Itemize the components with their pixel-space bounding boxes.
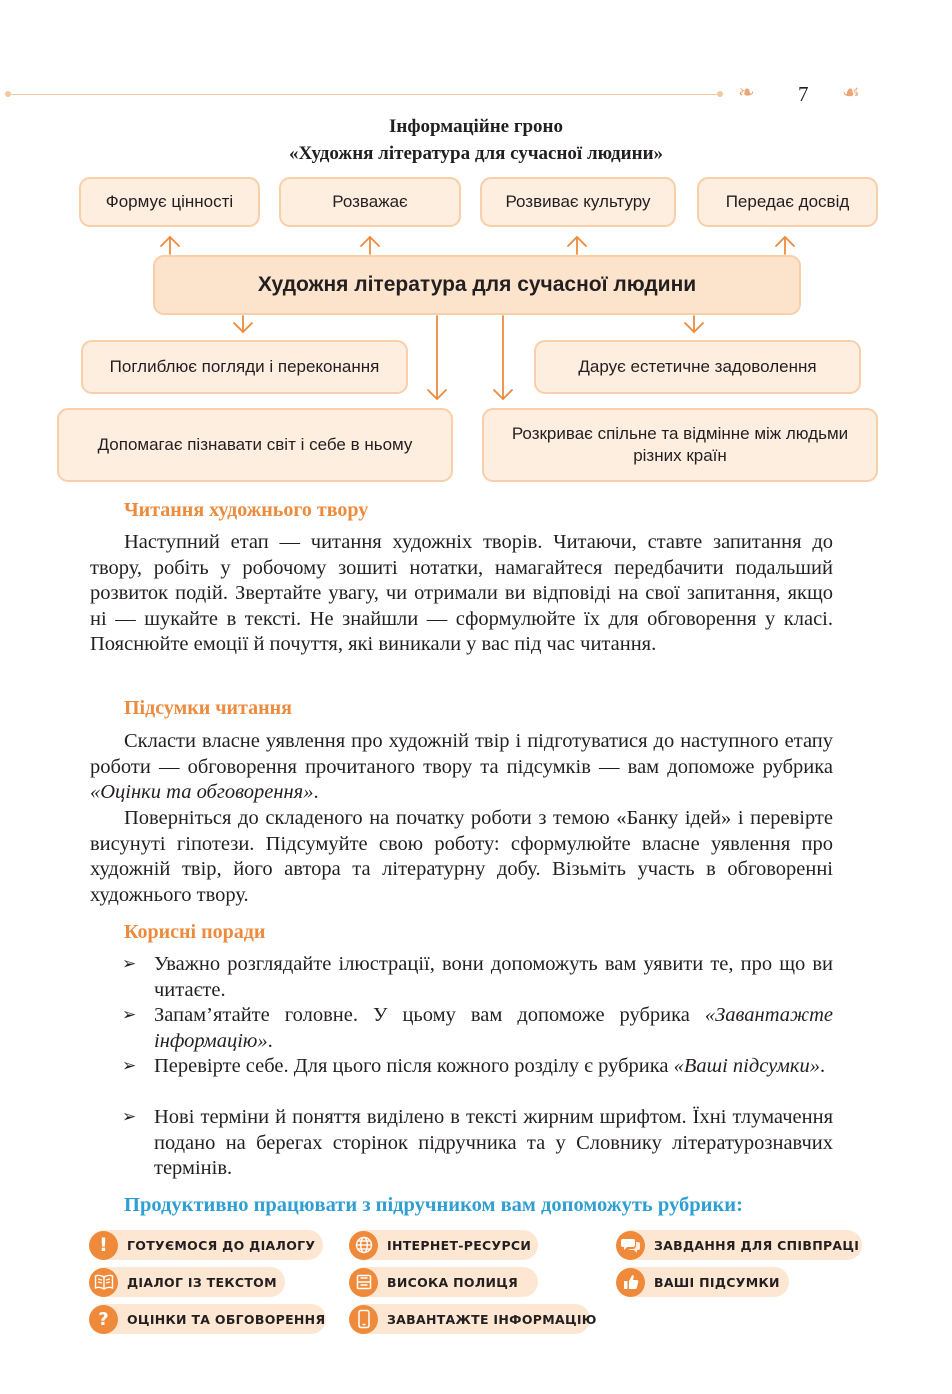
page-number: 7 (798, 82, 809, 106)
tip-item-2 (124, 1003, 833, 1054)
rubric-pill-your-results (617, 1267, 789, 1297)
tip-rubric-2: «Завантажте інформацію» (154, 1004, 833, 1052)
rubric-pill-download-info (350, 1304, 597, 1334)
diagram-title-line2: «Художня література для сучасної людини» (288, 143, 664, 164)
reading-heading: Читання художнього твору (124, 499, 369, 521)
results-text-2: Поверніться до складеного на початку роботи з темою «Банку ідей» і перевірте висунуті гіпотези. Підсумуйте свою роботу: сформулюйте власне уявлення про художній твір, його автора та літературну добу. Візьміть участь в обговоренні художнього твору. (90, 807, 833, 906)
rubric-label: ВАШІ ПІДСУМКИ (654, 1274, 780, 1290)
rubric-pill-internet (350, 1230, 538, 1260)
tip-item-1 (124, 952, 833, 1003)
top-box-2: Розважає (279, 177, 461, 227)
rubric-label: ГОТУЄМОСЯ ДО ДІАЛОГУ (127, 1237, 316, 1253)
shelf-icon (349, 1268, 378, 1297)
tip-text-4: Нові терміни й поняття виділено в тексті жирним шрифтом. Їхні тлумачення подано на берегах сторінок підручника та у Словнику літературознавчих термінів. (154, 1106, 833, 1180)
bottom-right-box-1: Дарує естетичне задоволення (534, 340, 861, 394)
top-box-4: Передає досвід (697, 177, 878, 227)
rubric-pill-high-shelf (350, 1267, 538, 1297)
bottom-left-box-1: Поглиблює погляди і переконання (81, 340, 408, 394)
rubric-label: ОЦІНКИ ТА ОБГОВОРЕННЯ (127, 1311, 326, 1327)
tip-text-3-end: . (819, 1055, 826, 1077)
tip-item-3 (124, 1054, 833, 1080)
bottom-left-box-2: Допомагає пізнавати світ і себе в ньому (57, 408, 453, 482)
tip-text-3: Перевірте себе. Для цього після кожного розділу є рубрика (154, 1055, 674, 1077)
tip-item-4 (124, 1105, 833, 1182)
tip-text-2-end: . (267, 1029, 273, 1052)
results-paragraph-2 (90, 806, 833, 908)
rubrics-title: Продуктивно працювати з підручником вам допоможуть рубрики: (124, 1194, 743, 1216)
results-text-1: Скласти власне уявлення про художній твір і підготуватися до наступного етапу роботи — обговорення прочитаного твору та підсумків — вам допоможе рубрика (90, 730, 833, 778)
rubric-pill-text-dialogue (90, 1267, 285, 1297)
exclamation-icon: ! (89, 1231, 118, 1260)
results-heading: Підсумки читання (124, 697, 292, 719)
tip-text-1: Уважно розглядайте ілюстрації, вони допоможуть вам уявити те, про що ви читаєте. (154, 953, 833, 1001)
tip-rubric-3: «Ваші підсумки» (673, 1055, 820, 1077)
rubric-label: ІНТЕРНЕТ-РЕСУРСИ (387, 1237, 532, 1253)
chat-icon (616, 1231, 645, 1260)
center-box: Художня література для сучасної людини (153, 255, 801, 315)
ornament-left-icon: ❧ (738, 80, 755, 104)
top-box-1: Формує цінності (79, 177, 260, 227)
arrow-bullet-icon: ➢ (122, 1107, 137, 1127)
rubric-label: ЗАВАНТАЖТЕ ІНФОРМАЦІЮ (387, 1311, 597, 1327)
rubric-label: ЗАВДАННЯ ДЛЯ СПІВПРАЦІ (654, 1237, 860, 1253)
globe-icon (349, 1231, 378, 1260)
rubric-pill-evaluation (90, 1304, 326, 1334)
results-rubric-name: «Оцінки та обговорення» (90, 781, 314, 804)
reading-paragraph (90, 530, 833, 658)
arrow-bullet-icon: ➢ (122, 1005, 137, 1025)
diagram-title-line1: Інформаційне гроно (388, 116, 564, 137)
book-icon (89, 1268, 118, 1297)
tip-text-2: Запам’ятайте головне. У цьому вам допоможе рубрика (154, 1004, 705, 1026)
rubric-pill-cooperation (617, 1230, 862, 1260)
arrow-bullet-icon: ➢ (122, 954, 137, 974)
ornament-right-icon: ☙ (842, 80, 860, 104)
arrow-bullet-icon: ➢ (122, 1056, 137, 1076)
bottom-right-box-2: Розкриває спільне та відмінне між людьми різних країн (482, 408, 878, 482)
rubric-label: ДІАЛОГ ІЗ ТЕКСТОМ (127, 1274, 277, 1290)
question-icon: ? (89, 1305, 118, 1334)
results-text-1-end: . (313, 781, 319, 804)
phone-icon (349, 1305, 378, 1334)
tips-heading: Корисні поради (124, 921, 266, 943)
rubric-pill-dialogue-prep (90, 1230, 323, 1260)
rubric-label: ВИСОКА ПОЛИЦЯ (387, 1274, 519, 1290)
results-paragraph-1 (90, 729, 833, 806)
thumbs-up-icon (616, 1268, 645, 1297)
top-box-3: Розвиває культуру (480, 177, 676, 227)
reading-text: Наступний етап — читання художніх творів. Читаючи, ставте запитання до твору, робіть у робочому зошиті нотатки, намагайтеся передбачити подальший розвиток подій. Звертайте увагу, чи отримали ви відповіді на свої запитання, якщо ні — шукайте в тексті. Не знайшли — сформулюйте їх для обговорення у класі. Пояснюйте емоції й почуття, які виникали у вас під час читання. (90, 531, 833, 656)
